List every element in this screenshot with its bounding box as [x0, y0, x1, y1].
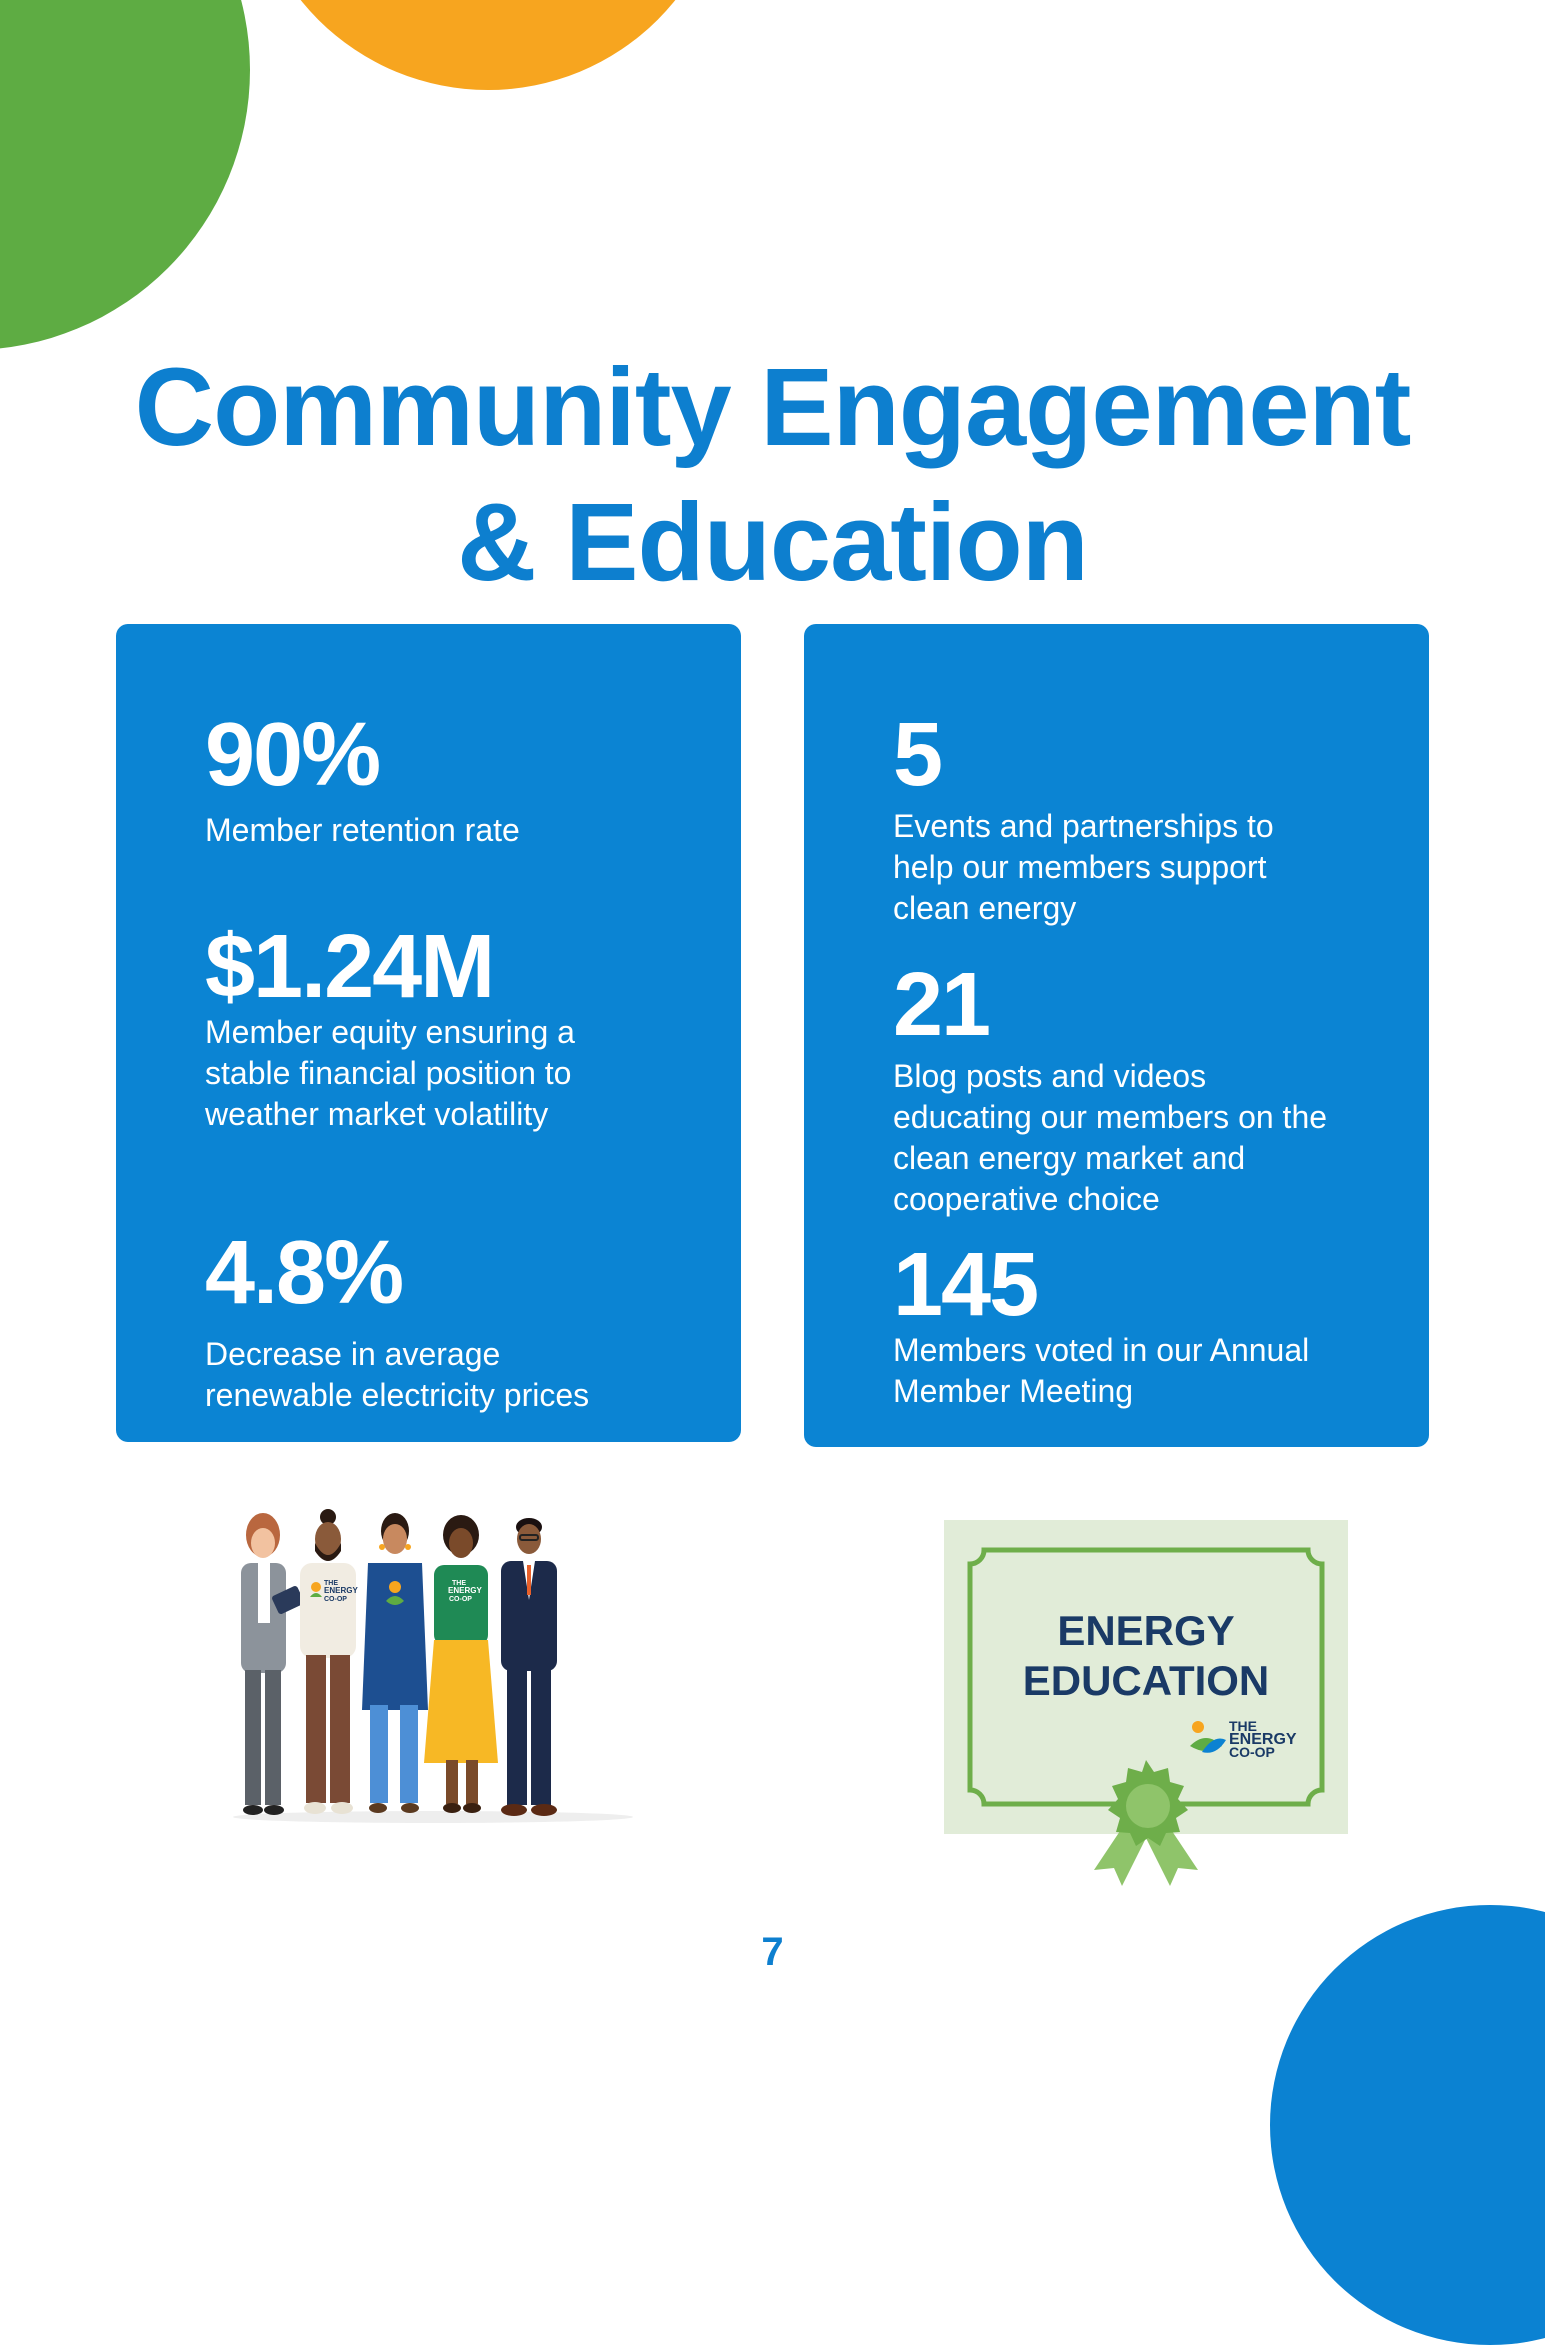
stat-value: 90% — [205, 705, 380, 805]
shirt-logo-line-2: ENERGY — [324, 1586, 358, 1595]
stat-value: 21 — [893, 955, 990, 1055]
person-blue-dress — [362, 1513, 428, 1813]
person-navy-suit — [501, 1518, 557, 1816]
stats-card-right — [804, 624, 1429, 1447]
certificate-logo — [1229, 1720, 1297, 1759]
certificate-title-line-1: ENERGY — [1057, 1607, 1235, 1654]
shirt-logo-line-2: ENERGY — [448, 1586, 482, 1595]
shirt-logo-line-1: THE — [452, 1580, 466, 1587]
logo-line-3: CO-OP — [1229, 1744, 1275, 1760]
stat-description: Member equity ensuring a stable financial position to weather market volatility — [205, 1014, 575, 1132]
stat-retention-rate — [205, 705, 705, 851]
person-gray-suit — [241, 1513, 305, 1815]
stats-card-left — [116, 624, 741, 1442]
stat-description: Decrease in average renewable electricity prices — [205, 1336, 590, 1413]
page-title-line-2: & Education — [457, 481, 1088, 604]
stat-description: Events and partnerships to help our members support clean energy — [893, 808, 1274, 926]
logo-line-1: THE — [1229, 1718, 1257, 1734]
energy-education-certificate — [944, 1520, 1348, 1890]
community-people-illustration — [218, 1505, 648, 1825]
stat-members-voted — [893, 1235, 1363, 1412]
stat-member-equity — [205, 917, 625, 1135]
stat-value: 145 — [893, 1235, 1038, 1335]
stat-value: 4.8% — [205, 1223, 403, 1323]
stat-blog-posts — [893, 955, 1343, 1220]
logo-sun-icon — [1192, 1721, 1204, 1733]
decorative-green-circle — [0, 0, 250, 350]
stat-value: $1.24M — [205, 917, 494, 1017]
stat-price-decrease — [205, 1223, 635, 1416]
stat-value: 5 — [893, 705, 942, 805]
decorative-orange-circle — [248, 0, 728, 90]
shirt-logo-line-3: CO-OP — [324, 1596, 347, 1603]
person-green-shirt — [424, 1515, 498, 1813]
page-title — [0, 340, 1545, 610]
shirt-logo-line-3: CO-OP — [449, 1596, 472, 1603]
stat-description: Blog posts and videos educating our members on the clean energy market and cooperative choice — [893, 1058, 1328, 1217]
stat-description: Members voted in our Annual Member Meeting — [893, 1332, 1310, 1409]
certificate-title-line-2: EDUCATION — [1022, 1657, 1270, 1704]
page-number: 7 — [761, 1930, 784, 1974]
stat-description: Member retention rate — [205, 812, 520, 848]
page-title-line-1: Community Engagement — [134, 346, 1411, 469]
logo-line-2: ENERGY — [1229, 1731, 1297, 1748]
stat-events-partnerships — [893, 705, 1323, 929]
shirt-logo-line-1: THE — [324, 1580, 338, 1587]
person-white-shirt — [300, 1509, 358, 1814]
